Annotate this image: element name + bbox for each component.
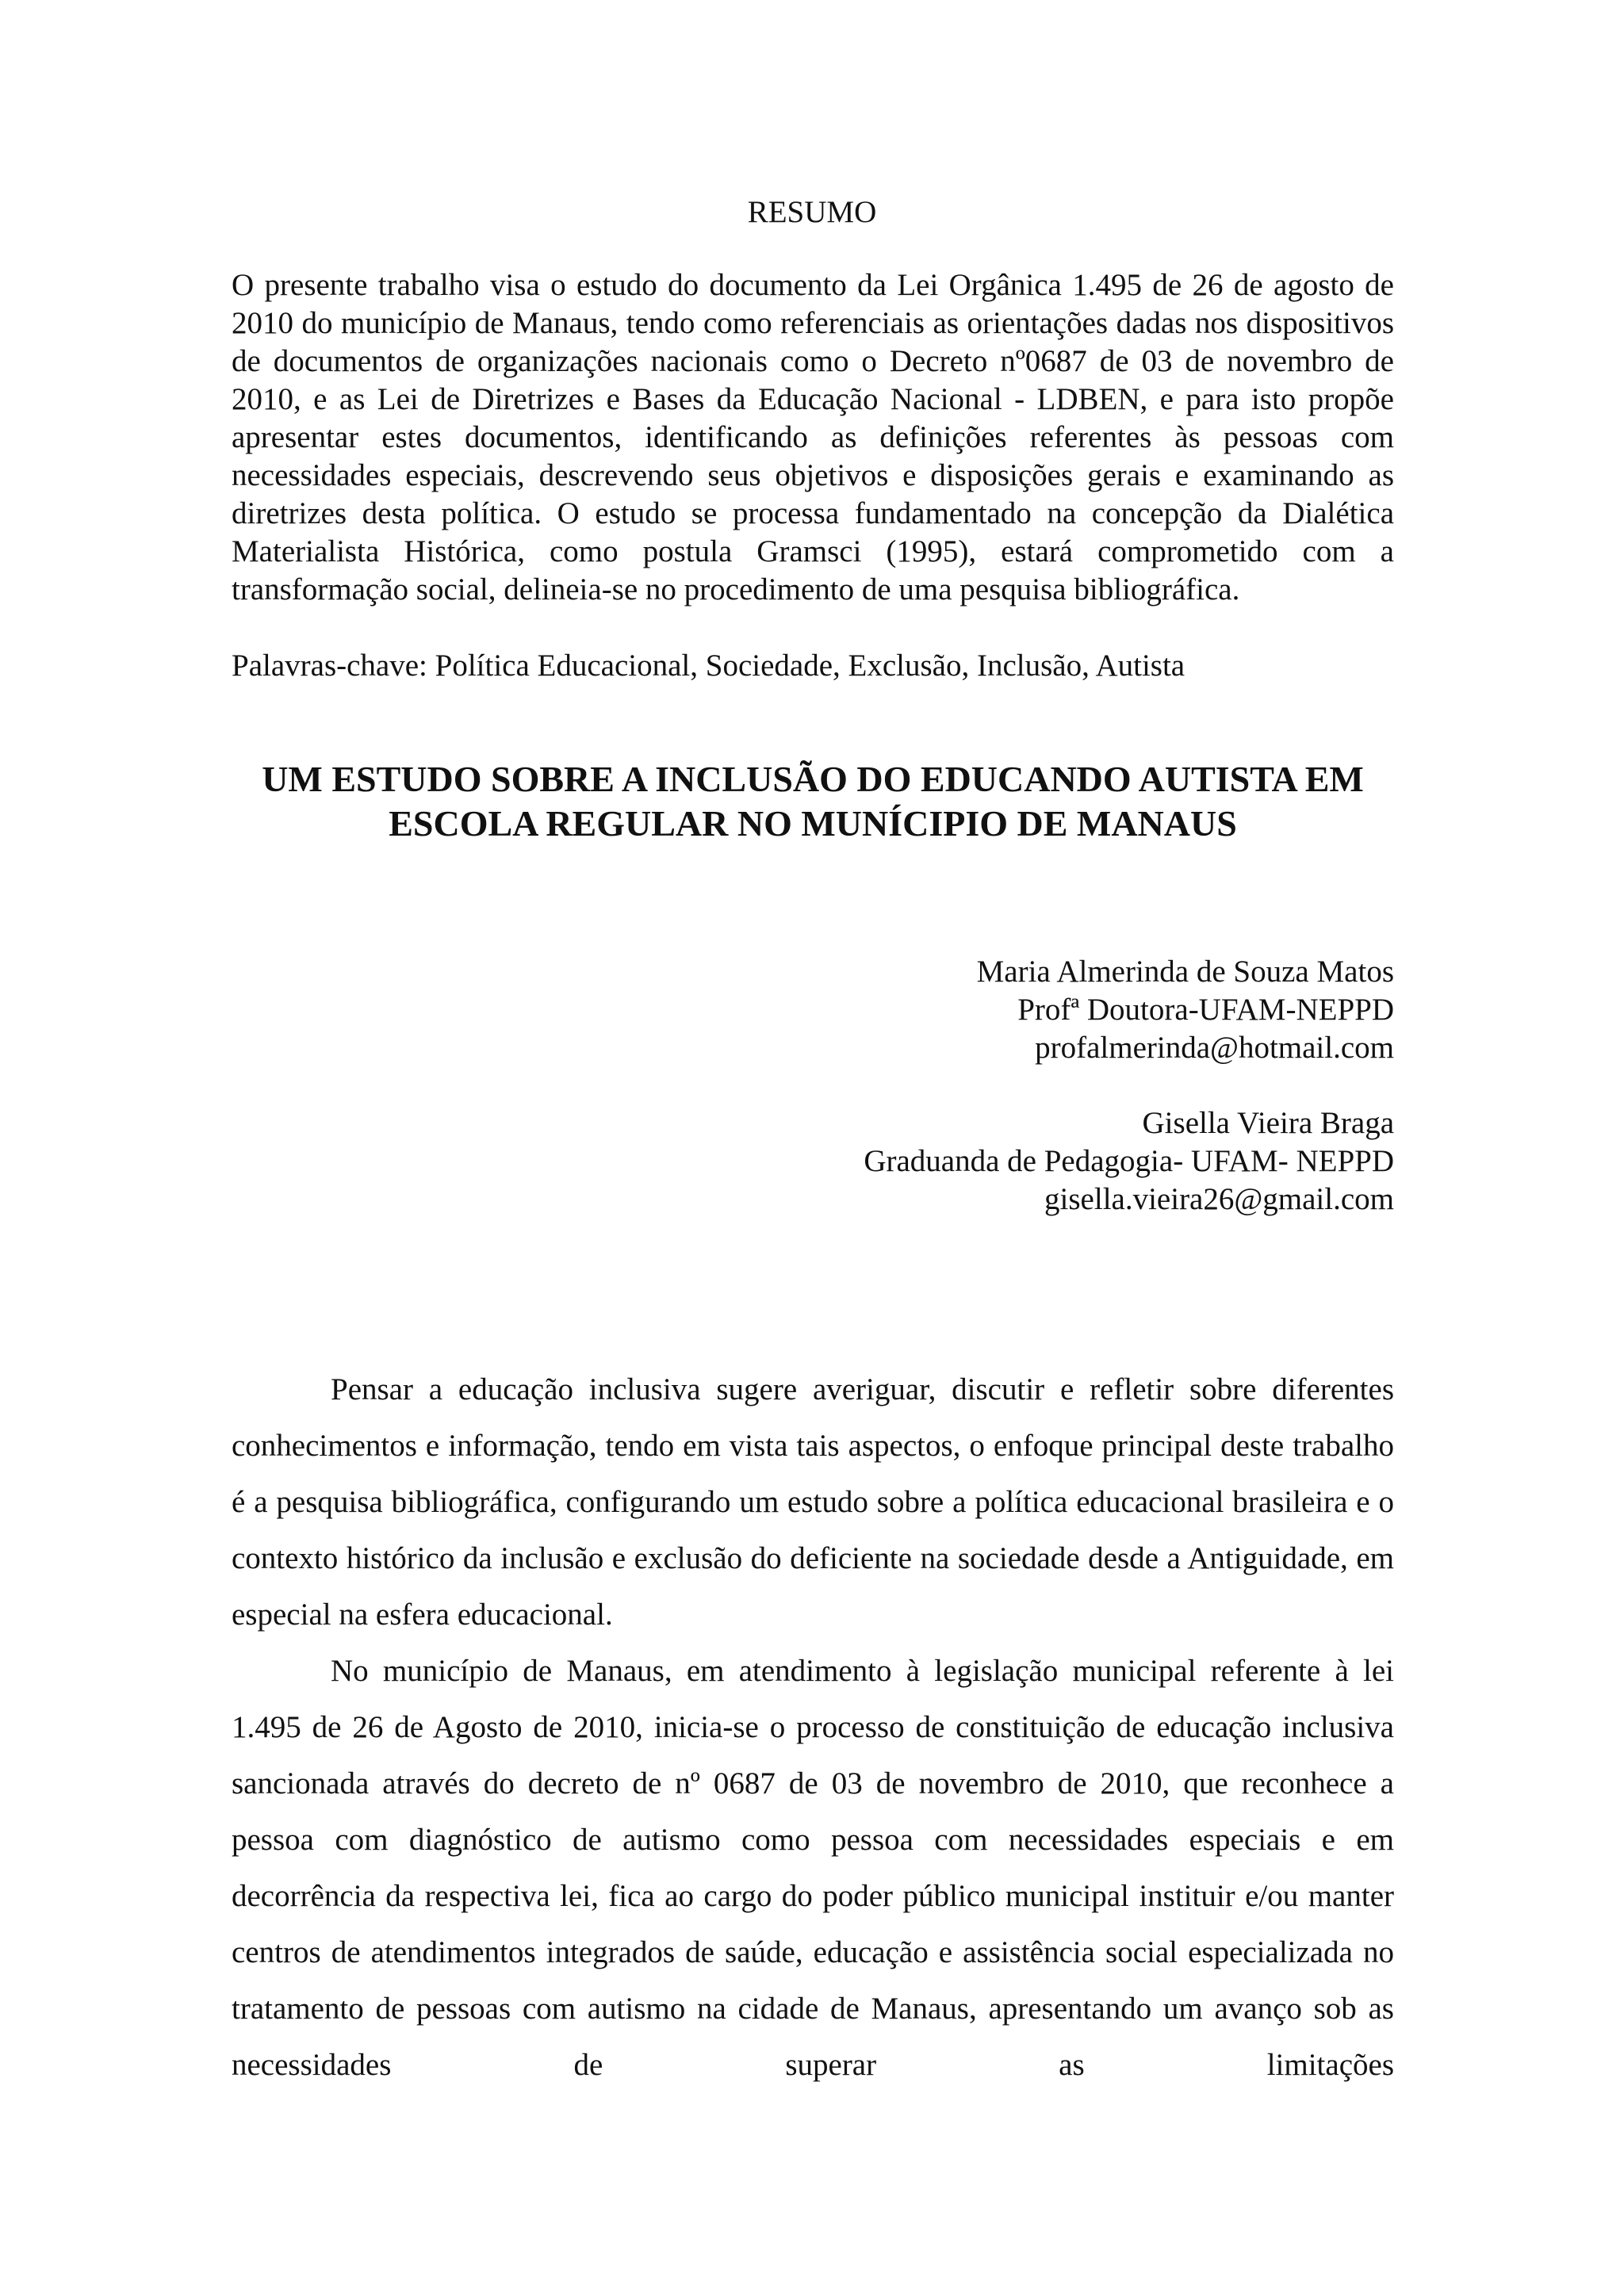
author-affiliation: Profª Doutora-UFAM-NEPPD [1017, 993, 1394, 1027]
author-block [714, 953, 1394, 1067]
keywords: Palavras-chave: Política Educacional, Sociedade, Exclusão, Inclusão, Autista [232, 649, 1185, 683]
paper-title: UM ESTUDO SOBRE A INCLUSÃO DO EDUCANDO AUTISTA EM ESCOLA REGULAR NO MUNÍCIPIO DE MANAUS [262, 759, 1364, 844]
body-paragraph: No município de Manaus, em atendimento à legislação municipal referente à lei 1.495 de 26 de Agosto de 2010, inicia-se o processo de constituição de educação inclusiva sancionada através do decreto de nº 0687 de 03 de novembro de 2010, que reconhece a pessoa com diagnóstico de autismo como pessoa com necessidades especiais e em decorrência da respectiva lei, fica ao cargo do poder público municipal instituir e/ou manter centros de atendimentos integrados de saúde, educação e assistência social especializada no tratamento de pessoas com autismo na cidade de Manaus, apresentando um avanço sob as necessidades de superar as limitações [232, 1654, 1394, 2082]
body-paragraph: Pensar a educação inclusiva sugere averiguar, discutir e refletir sobre diferentes conhecimentos e informação, tendo em vista tais aspectos, o enfoque principal deste trabalho é a pesquisa bibliográfica, configurando um estudo sobre a política educacional brasileira e o contexto histórico da inclusão e exclusão do deficiente na sociedade desde a Antiguidade, em especial na esfera educacional. [232, 1372, 1394, 1632]
author-email: profalmerinda@hotmail.com [1035, 1031, 1394, 1065]
author-name: Gisella Vieira Braga [1142, 1106, 1394, 1140]
author-affiliation: Graduanda de Pedagogia- UFAM- NEPPD [864, 1144, 1394, 1178]
author-name: Maria Almerinda de Souza Matos [976, 955, 1394, 989]
abstract-text: O presente trabalho visa o estudo do documento da Lei Orgânica 1.495 de 26 de agosto de 2010 do município de Manaus, tendo como referenciais as orientações dadas nos dispositivos de documentos de organizações nacionais como o Decreto nº0687 de 03 de novembro de 2010, e as Lei de Diretrizes e Bases da Educação Nacional - LDBEN, e para isto propõe apresentar estes documentos, identificando as definições referentes às pessoas com necessidades especiais, descrevendo seus objetivos e disposições gerais e examinando as diretrizes desta política. O estudo se processa fundamentado na concepção da Dialética Materialista Histórica, como postula Gramsci (1995), estará comprometido com a transformação social, delineia-se no procedimento de uma pesquisa bibliográfica. [232, 268, 1394, 607]
author-email: gisella.vieira26@gmail.com [1044, 1182, 1394, 1216]
author-block [714, 1104, 1394, 1219]
abstract-heading: RESUMO [747, 195, 877, 229]
body-text [232, 1361, 1394, 2093]
